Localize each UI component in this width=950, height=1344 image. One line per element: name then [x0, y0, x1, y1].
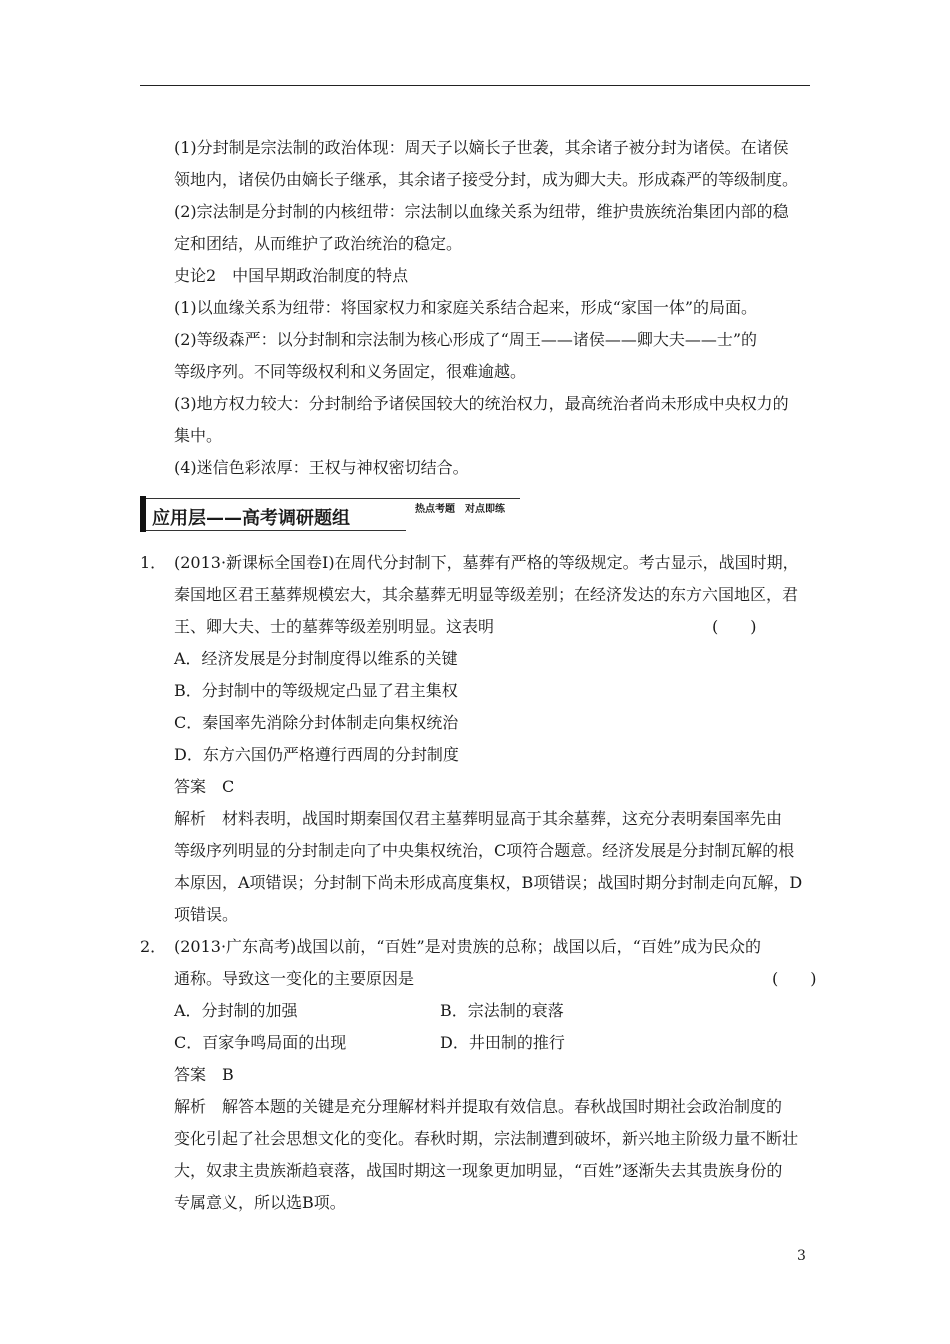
text-line: 等级序列。不同等级权利和义务固定，很难逾越。: [174, 362, 527, 381]
subsection-heading: 史论2 中国早期政治制度的特点: [174, 266, 409, 285]
question-stem: (2013·新课标全国卷Ⅰ)在周代分封制下，墓葬有严格的等级规定。考古显示，战国时期，: [174, 553, 799, 572]
section-tag: 热点考题 对点即练: [415, 504, 505, 515]
header-rule: [140, 85, 810, 86]
question-stem: (2013·广东高考)战国以前，“百姓”是对贵族的总称；战国以后，“百姓”成为民众的: [174, 937, 762, 956]
analysis-line: 本原因，A项错误；分封制下尚未形成高度集权，B项错误；战国时期分封制走向瓦解，D: [174, 873, 803, 892]
answer-blank: ( ): [772, 969, 817, 988]
question-stem: 王、卿大夫、士的墓葬等级差别明显。这表明: [174, 617, 495, 636]
option-a: A．经济发展是分封制度得以维系的关键: [174, 649, 458, 668]
analysis-line: 专属意义，所以选B项。: [174, 1193, 346, 1212]
question-number: 2．: [140, 937, 167, 956]
text-line: (2)宗法制是分封制的内核纽带：宗法制以血缘关系为纽带，维护贵族统治集团内部的稳: [174, 202, 789, 221]
option-a: A．分封制的加强: [174, 1001, 298, 1020]
analysis-line: 解析 材料表明，战国时期秦国仅君主墓葬明显高于其余墓葬，这充分表明秦国率先由: [174, 809, 783, 828]
text-line: (4)迷信色彩浓厚：王权与神权密切结合。: [174, 458, 469, 477]
analysis-line: 项错误。: [174, 905, 239, 924]
question-stem: 通称。导致这一变化的主要原因是: [174, 969, 415, 988]
option-b: B．分封制中的等级规定凸显了君主集权: [174, 681, 458, 700]
section-header: [140, 496, 520, 532]
option-c: C．秦国率先消除分封体制走向集权统治: [174, 713, 459, 732]
text-line: (1)分封制是宗法制的政治体现：周天子以嫡长子世袭，其余诸子被分封为诸侯。在诸侯: [174, 138, 789, 157]
analysis-line: 大，奴隶主贵族渐趋衰落，战国时期这一现象更加明显，“百姓”逐渐失去其贵族身份的: [174, 1161, 783, 1180]
question-number: 1．: [140, 553, 167, 572]
answer-blank: ( ): [712, 617, 757, 636]
text-line: (3)地方权力较大：分封制给予诸侯国较大的统治权力，最高统治者尚未形成中央权力的: [174, 394, 789, 413]
section-title: 应用层——高考调研题组: [152, 508, 350, 529]
page-number: 3: [797, 1248, 806, 1264]
option-b: B．宗法制的衰落: [440, 1001, 564, 1020]
option-d: D．井田制的推行: [440, 1033, 565, 1052]
section-bar: [140, 496, 146, 532]
question-stem: 秦国地区君王墓葬规模宏大，其余墓葬无明显等级差别；在经济发达的东方六国地区，君: [174, 585, 799, 604]
analysis-line: 等级序列明显的分封制走向了中央集权统治，C项符合题意。经济发展是分封制瓦解的根: [174, 841, 795, 860]
option-d: D．东方六国仍严格遵行西周的分封制度: [174, 745, 459, 764]
analysis-line: 变化引起了社会思想文化的变化。春秋时期，宗法制遭到破坏，新兴地主阶级力量不断壮: [174, 1129, 799, 1148]
section-rule-bottom: [146, 530, 406, 531]
answer: 答案 B: [174, 1065, 234, 1084]
analysis-line: 解析 解答本题的关键是充分理解材料并提取有效信息。春秋战国时期社会政治制度的: [174, 1097, 783, 1116]
text-line: 定和团结，从而维护了政治统治的稳定。: [174, 234, 463, 253]
option-c: C．百家争鸣局面的出现: [174, 1033, 347, 1052]
text-line: 集中。: [174, 426, 223, 445]
section-rule-top: [146, 498, 520, 499]
answer: 答案 C: [174, 777, 235, 796]
text-line: (1)以血缘关系为纽带：将国家权力和家庭关系结合起来，形成“家国一体”的局面。: [174, 298, 758, 317]
text-line: (2)等级森严：以分封制和宗法制为核心形成了“周王——诸侯——卿大夫——士”的: [174, 330, 758, 349]
text-line: 领地内，诸侯仍由嫡长子继承，其余诸子接受分封，成为卿大夫。形成森严的等级制度。: [174, 170, 799, 189]
